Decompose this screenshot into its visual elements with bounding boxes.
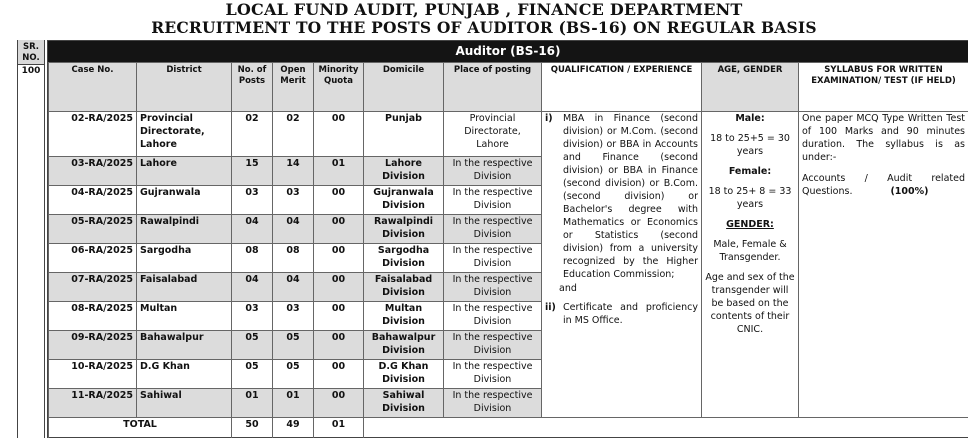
cell-open-merit: 03	[273, 186, 314, 215]
cell-minority: 00	[314, 389, 364, 418]
cell-domicile: Punjab	[364, 112, 444, 157]
qualification-text-i: MBA in Finance (second division) or M.Com. (second division) or BBA in Accounts and Finance (second division) or BBA in Finance (second division) or B.Com. (second division) or Bachelor's degree with Mathematics or Economics or Statistics (second division) from a university recognized by the Higher Education Commission;	[563, 113, 698, 280]
age-male-text: 18 to 25+5 = 30 years	[710, 133, 790, 157]
cell-place-of-posting: Provincial Directorate, Lahore	[444, 112, 542, 157]
cell-case-no: 08-RA/2025	[49, 302, 137, 331]
syllabus-cell	[799, 112, 968, 418]
cell-open-merit: 04	[273, 273, 314, 302]
qualification-text-ii: Certificate and proficiency in MS Office.	[563, 302, 698, 326]
cell-open-merit: 08	[273, 244, 314, 273]
cell-minority: 00	[314, 360, 364, 389]
cell-case-no: 09-RA/2025	[49, 331, 137, 360]
cell-district: Faisalabad	[137, 273, 232, 302]
transgender-note: Age and sex of the transgender will be based on the contents of their CNIC.	[705, 272, 795, 335]
cell-place-of-posting: In the respective Division	[444, 157, 542, 186]
cell-district: Lahore	[137, 157, 232, 186]
cell-case-no: 10-RA/2025	[49, 360, 137, 389]
cell-place-of-posting: In the respective Division	[444, 389, 542, 418]
serial-number-header: SR. NO.	[18, 40, 44, 65]
header-case-no: Case No.	[49, 63, 137, 112]
recruitment-table	[48, 62, 968, 438]
header-place-of-posting: Place of posting	[444, 63, 542, 112]
cell-district: Multan	[137, 302, 232, 331]
header-district: District	[137, 63, 232, 112]
cell-place-of-posting: In the respective Division	[444, 215, 542, 244]
cell-open-merit: 14	[273, 157, 314, 186]
cell-district: Sahiwal	[137, 389, 232, 418]
cell-district: Gujranwala	[137, 186, 232, 215]
recruitment-table-panel	[47, 40, 968, 438]
cell-domicile: Gujranwala Division	[364, 186, 444, 215]
total-empty-cell	[364, 418, 968, 438]
qualification-label-i: i)	[545, 113, 553, 124]
header-qualification: QUALIFICATION / EXPERIENCE	[542, 63, 702, 112]
cell-case-no: 07-RA/2025	[49, 273, 137, 302]
cell-minority: 00	[314, 112, 364, 157]
total-row	[49, 418, 968, 438]
cell-posts: 03	[232, 302, 273, 331]
cell-domicile: Sargodha Division	[364, 244, 444, 273]
qualification-item-i	[545, 112, 698, 281]
cell-domicile: Rawalpindi Division	[364, 215, 444, 244]
cell-posts: 01	[232, 389, 273, 418]
cell-domicile: Lahore Division	[364, 157, 444, 186]
cell-minority: 00	[314, 331, 364, 360]
cell-open-merit: 01	[273, 389, 314, 418]
serial-number-column	[17, 40, 45, 438]
cell-domicile: Bahawalpur Division	[364, 331, 444, 360]
cell-place-of-posting: In the respective Division	[444, 186, 542, 215]
cell-open-merit: 02	[273, 112, 314, 157]
age-female-text: 18 to 25+ 8 = 33 years	[708, 186, 792, 210]
qualification-and: and	[559, 283, 577, 294]
cell-place-of-posting: In the respective Division	[444, 360, 542, 389]
qualification-label-ii: ii)	[545, 302, 556, 313]
cell-open-merit: 05	[273, 360, 314, 389]
syllabus-text: One paper MCQ Type Written Test of 100 Marks and 90 minutes duration. The syllabus is as under:-	[802, 113, 965, 163]
serial-number-value: 100	[21, 66, 41, 76]
cell-place-of-posting: In the respective Division	[444, 331, 542, 360]
header-open-merit: Open Merit	[273, 63, 314, 112]
cell-minority: 01	[314, 157, 364, 186]
age-gender-cell	[702, 112, 799, 418]
gender-label: GENDER:	[726, 219, 774, 230]
page-title: LOCAL FUND AUDIT, PUNJAB , FINANCE DEPARTMENT	[225, 0, 743, 19]
cell-district: Provincial Directorate, Lahore	[137, 112, 232, 157]
header-syllabus: SYLLABUS FOR WRITTEN EXAMINATION/ TEST (IF HELD)	[799, 63, 968, 112]
cell-minority: 00	[314, 244, 364, 273]
cell-minority: 00	[314, 302, 364, 331]
cell-minority: 00	[314, 215, 364, 244]
cell-place-of-posting: In the respective Division	[444, 244, 542, 273]
cell-minority: 00	[314, 186, 364, 215]
total-posts: 50	[232, 418, 273, 438]
page-subtitle: RECRUITMENT TO THE POSTS OF AUDITOR (BS-16) ON REGULAR BASIS	[151, 18, 817, 37]
post-banner: Auditor (BS-16)	[48, 41, 968, 62]
age-female-label: Female:	[728, 166, 772, 177]
age-male-label: Male:	[735, 113, 765, 124]
header-domicile: Domicile	[364, 63, 444, 112]
cell-posts: 05	[232, 331, 273, 360]
qualification-item-ii	[545, 301, 698, 327]
gender-text: Male, Female & Transgender.	[713, 239, 787, 263]
cell-posts: 05	[232, 360, 273, 389]
cell-case-no: 04-RA/2025	[49, 186, 137, 215]
cell-district: Bahawalpur	[137, 331, 232, 360]
total-minority: 01	[314, 418, 364, 438]
cell-case-no: 03-RA/2025	[49, 157, 137, 186]
cell-case-no: 06-RA/2025	[49, 244, 137, 273]
syllabus-percentage: (100%)	[890, 186, 929, 197]
header-minority-quota: Minority Quota	[314, 63, 364, 112]
cell-posts: 04	[232, 273, 273, 302]
cell-posts: 04	[232, 215, 273, 244]
cell-case-no: 11-RA/2025	[49, 389, 137, 418]
syllabus-topic-text: Accounts / Audit related Questions.	[802, 173, 965, 197]
cell-posts: 08	[232, 244, 273, 273]
total-label: TOTAL	[49, 418, 232, 438]
syllabus-topic	[802, 172, 965, 198]
header-no-of-posts: No. of Posts	[232, 63, 273, 112]
cell-district: D.G Khan	[137, 360, 232, 389]
cell-domicile: Faisalabad Division	[364, 273, 444, 302]
cell-domicile: Multan Division	[364, 302, 444, 331]
cell-open-merit: 04	[273, 215, 314, 244]
cell-posts: 15	[232, 157, 273, 186]
cell-domicile: D.G Khan Division	[364, 360, 444, 389]
cell-district: Sargodha	[137, 244, 232, 273]
table-header-row	[49, 63, 968, 112]
cell-domicile: Sahiwal Division	[364, 389, 444, 418]
cell-posts: 02	[232, 112, 273, 157]
cell-district: Rawalpindi	[137, 215, 232, 244]
cell-minority: 00	[314, 273, 364, 302]
cell-case-no: 02-RA/2025	[49, 112, 137, 157]
cell-open-merit: 03	[273, 302, 314, 331]
table-row	[49, 112, 968, 157]
cell-posts: 03	[232, 186, 273, 215]
cell-place-of-posting: In the respective Division	[444, 273, 542, 302]
header-age-gender: AGE, GENDER	[702, 63, 799, 112]
total-open-merit: 49	[273, 418, 314, 438]
cell-case-no: 05-RA/2025	[49, 215, 137, 244]
cell-place-of-posting: In the respective Division	[444, 302, 542, 331]
cell-open-merit: 05	[273, 331, 314, 360]
qualification-cell	[542, 112, 702, 418]
